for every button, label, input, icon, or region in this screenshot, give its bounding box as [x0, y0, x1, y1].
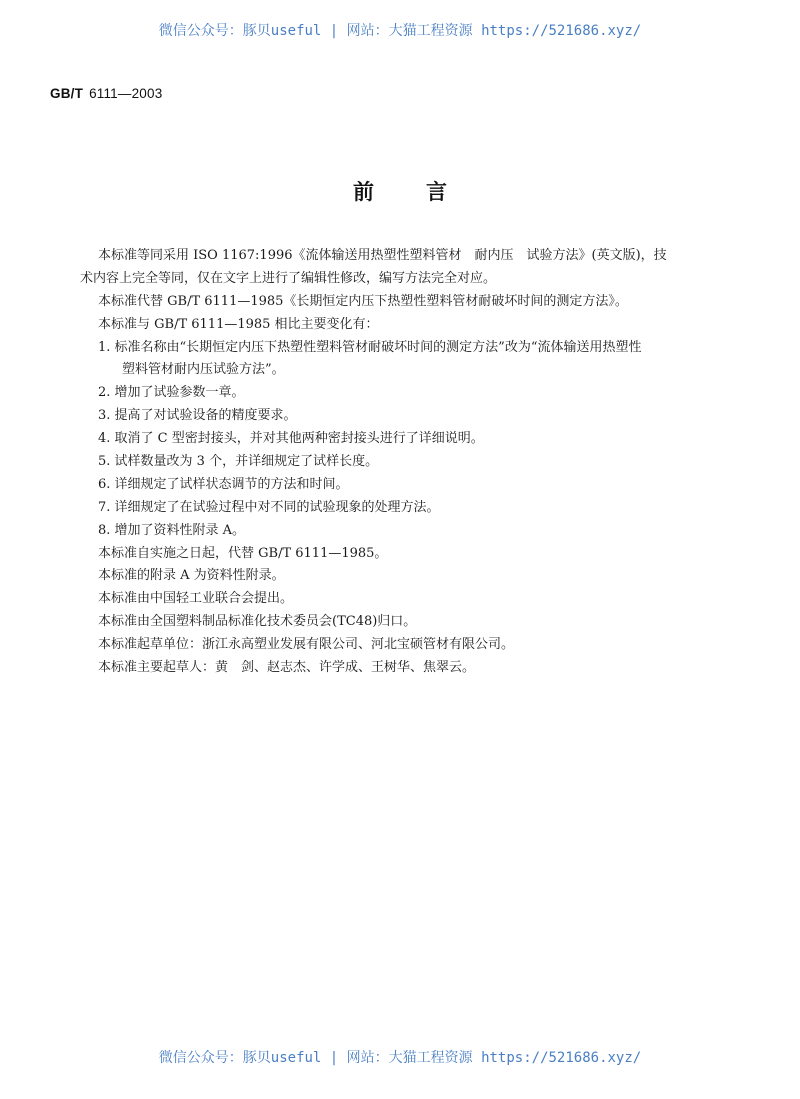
- list-item-continuation: 塑料管材耐内压试验方法”。: [122, 362, 285, 378]
- paragraph-line: 本标准的附录 A 为资料性附录。: [98, 568, 285, 584]
- paragraph-line: 本标准自实施之日起，代替 GB/T 6111—1985。: [98, 545, 388, 561]
- paragraph-line: 本标准由中国轻工业联合会提出。: [98, 591, 294, 607]
- list-item: 4. 取消了 C 型密封接头，并对其他两种密封接头进行了详细说明。: [98, 431, 484, 447]
- standard-code: [50, 86, 162, 101]
- paragraph-line: 本标准等同采用 ISO 1167:1996《流体输送用热塑性塑料管材 耐内压 试验方法》(英文版)，技: [98, 248, 667, 263]
- standard-number: 6111—2003: [89, 86, 163, 101]
- list-item: 8. 增加了资料性附录 A。: [98, 522, 246, 538]
- list-item: 1. 标准名称由“长期恒定内压下热塑性塑料管材耐破坏时间的测定方法”改为“流体输送用热塑性: [98, 339, 642, 355]
- paragraph-line: 本标准代替 GB/T 6111—1985《长期恒定内压下热塑性塑料管材耐破坏时间的测定方法》。: [98, 293, 628, 309]
- foreword-body: [80, 245, 740, 680]
- paragraph-line: 本标准主要起草人：黄 剑、赵志杰、许学成、王树华、焦翠云。: [98, 660, 476, 676]
- list-item: 2. 增加了试验参数一章。: [98, 385, 245, 401]
- paragraph-line: 术内容上完全等同，仅在文字上进行了编辑性修改，编写方法完全对应。: [80, 270, 497, 286]
- list-item: 6. 详细规定了试样状态调节的方法和时间。: [98, 476, 349, 492]
- watermark-top: 微信公众号：豚贝useful | 网站：大猫工程资源 https://521686.xyz/: [158, 23, 642, 39]
- list-item: 7. 详细规定了在试验过程中对不同的试验现象的处理方法。: [98, 499, 440, 515]
- page-title: 前言: [353, 180, 499, 204]
- list-item: 5. 试样数量改为 3 个，并详细规定了试样长度。: [98, 454, 379, 470]
- standard-prefix: GB/T: [50, 86, 84, 101]
- list-item: 3. 提高了对试验设备的精度要求。: [98, 408, 297, 424]
- paragraph-line: 本标准与 GB/T 6111—1985 相比主要变化有：: [98, 316, 379, 332]
- watermark-bottom: 微信公众号：豚贝useful | 网站：大猫工程资源 https://521686.xyz/: [158, 1050, 642, 1066]
- paragraph-line: 本标准由全国塑料制品标准化技术委员会(TC48)归口。: [98, 614, 417, 630]
- paragraph-line: 本标准起草单位：浙江永高塑业发展有限公司、河北宝硕管材有限公司。: [98, 637, 515, 653]
